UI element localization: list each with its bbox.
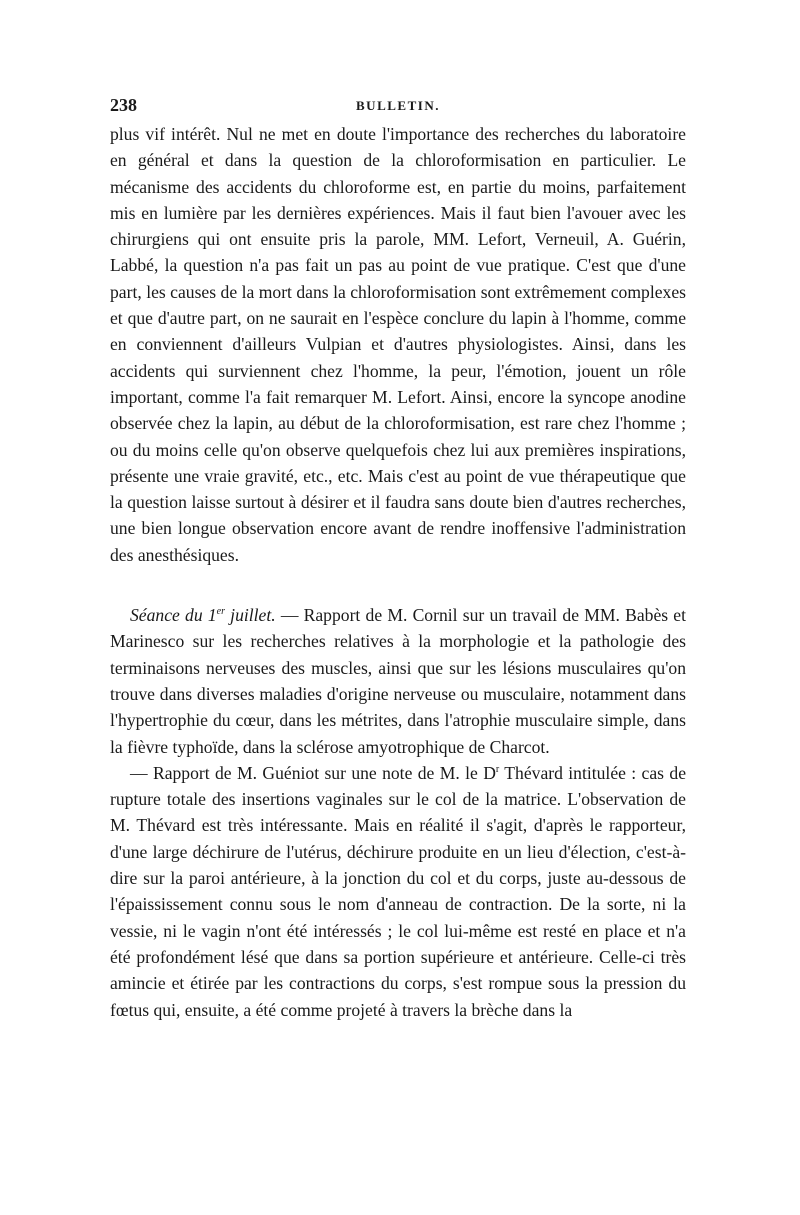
- paragraph-gueniot-text-before: — Rapport de M. Guéniot sur une note de M. le D: [130, 762, 496, 783]
- session-heading: [130, 605, 276, 625]
- page-header: [110, 95, 686, 121]
- session-heading-sup: er: [216, 606, 225, 618]
- document-page: [110, 95, 686, 1023]
- paragraph-gueniot-text-after: Thévard intitulée : cas de rupture totale des insertions vaginales sur le col de la matrice. L'observation de M. Thévard est très intéressante. Mais en réalité il s'agit, d'après le rapporteur, d'une large déchirure de l'utérus, déchirure produite en un lieu d'élection, c'est-à-dire sur la paroi antérieure, à la jonction du col et du corps, juste au-dessous de l'épaississement connu sous le nom d'anneau de contraction. De la sorte, ni la vessie, ni le vagin n'ont été intéressés ; le col lui-même est resté en place et n'a été profondément lésé que dans sa portion supérieure et antérieure. Celle-ci très amincie et étirée par les contractions du corps, s'est rompue sous la pression du fœtus qui, ensuite, a été comme projeté à travers la brèche dans la: [110, 762, 686, 1020]
- running-title: BULLETIN.: [356, 98, 440, 113]
- paragraph-chloroform: [110, 121, 686, 568]
- section-spacer: [110, 568, 686, 602]
- paragraph-seance: [110, 602, 686, 760]
- page-number: 238: [110, 95, 137, 115]
- paragraph-gueniot: [110, 760, 686, 1023]
- doctor-abbrev-sup: r: [495, 763, 500, 775]
- paragraph-chloroform-text: plus vif intérêt. Nul ne met en doute l'importance des recherches du laboratoire en général et dans la question de la chloroformisation en particulier. Le mécanisme des accidents du chloroforme est, en partie du moins, parfaitement mis en lumière par les dernières expériences. Mais il faut bien l'avouer avec les chirurgiens qui ont ensuite pris la parole, MM. Lefort, Verneuil, A. Guérin, Labbé, la question n'a pas fait un pas au point de vue pratique. C'est que d'une part, les causes de la mort dans la chloroformisation sont extrêmement complexes et que d'autre part, on ne saurait en l'espèce conclure du lapin à l'homme, comme en conviennent d'ailleurs Vulpian et d'autres physiologistes. Ainsi, dans les accidents qui surviennent chez l'homme, la peur, l'émotion, jouent un rôle important, comme l'a fait remarquer M. Lefort. Ainsi, encore la syncope anodine observée chez la lapin, au début de la chloroformisation, est rare chez l'homme ; ou du moins celle qu'on observe quelquefois chez lui aux premières inspirations, présente une vraie gravité, etc., etc. Mais c'est au point de vue thérapeutique que la question laisse surtout à désirer et il faudra sans doute bien d'autres recherches, une bien longue observation encore avant de rendre inoffensive l'administration des anesthésiques.: [110, 124, 686, 565]
- session-heading-month: juillet.: [224, 605, 276, 626]
- paragraph-seance-text: — Rapport de M. Cornil sur un travail de MM. Babès et Marinesco sur les recherches relatives à la morphologie et la pathologie des terminaisons nerveuses des muscles, ainsi que sur les lésions musculaires qu'on trouve dans diverses maladies d'origine nerveuse ou musculaire, notamment dans l'hypertrophie du cœur, dans les métrites, dans l'atrophie musculaire simple, dans la fièvre typhoïde, dans la sclérose amyotrophique de Charcot.: [110, 605, 686, 757]
- session-heading-text: Séance du 1: [130, 605, 217, 626]
